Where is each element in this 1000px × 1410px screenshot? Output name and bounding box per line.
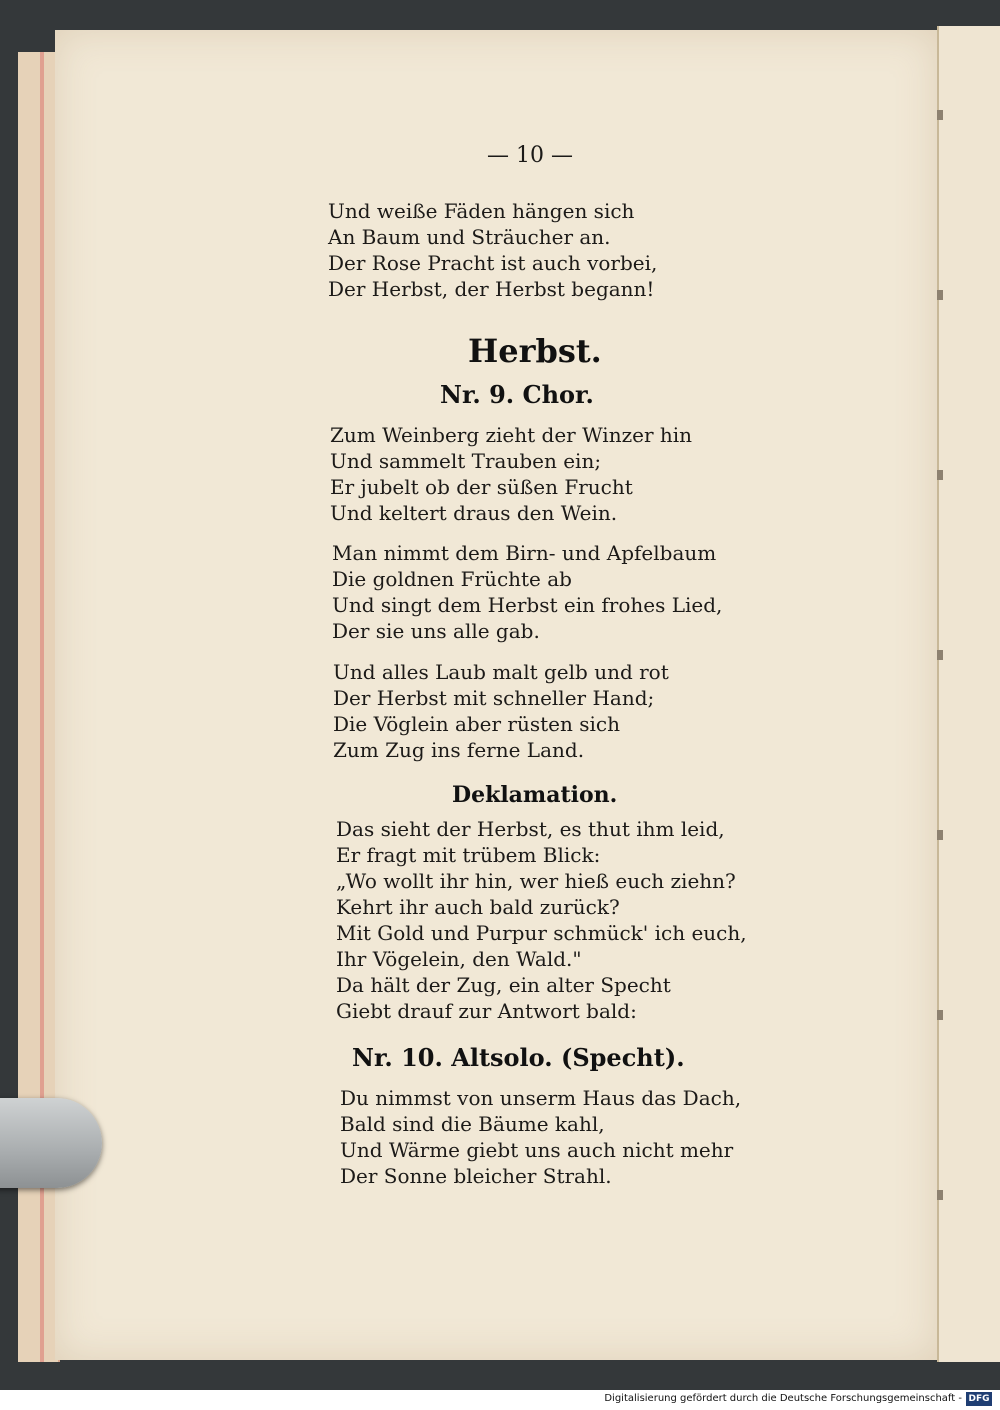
- chor-stanza-3: [333, 659, 669, 763]
- binding-stitch: [937, 1010, 943, 1020]
- chor-heading: Nr. 9. Chor.: [440, 380, 594, 409]
- verse-line: Du nimmst von unserm Haus das Dach,: [340, 1086, 742, 1110]
- verse-line: Die Vöglein aber rüsten sich: [333, 712, 620, 736]
- binding-stitch: [937, 1190, 943, 1200]
- verse-line: Und sammelt Trauben ein;: [330, 449, 602, 473]
- chor-stanza-2: [332, 540, 722, 644]
- verse-line: Und weiße Fäden hängen sich: [328, 199, 635, 223]
- binding-stitch: [937, 290, 943, 300]
- verse-line: Und keltert draus den Wein.: [330, 501, 618, 525]
- verse-line: Die goldnen Früchte ab: [332, 567, 572, 591]
- verse-line: Der Rose Pracht ist auch vorbei,: [328, 251, 658, 275]
- verse-line: Ihr Vögelein, den Wald.": [336, 947, 582, 971]
- stanza-intro: [328, 198, 657, 302]
- binding-stitch: [937, 650, 943, 660]
- verse-line: Und alles Laub malt gelb und rot: [333, 660, 669, 684]
- altsolo-stanza: [340, 1085, 741, 1189]
- footer-credit: Digitalisierung gefördert durch die Deutsche Forschungsgemeinschaft -: [604, 1393, 962, 1404]
- verse-line: „Wo wollt ihr hin, wer hieß euch ziehn?: [336, 869, 736, 893]
- chor-stanza-1: [330, 422, 692, 526]
- verse-line: Und Wärme giebt uns auch nicht mehr: [340, 1138, 734, 1162]
- verse-line: Man nimmt dem Birn- und Apfelbaum: [332, 541, 717, 565]
- facing-page-edge: [937, 26, 1000, 1362]
- verse-line: Der Herbst, der Herbst begann!: [328, 277, 655, 301]
- verse-line: Der Herbst mit schneller Hand;: [333, 686, 655, 710]
- altsolo-heading: Nr. 10. Altsolo. (Specht).: [352, 1043, 685, 1072]
- binding-stitch: [937, 110, 943, 120]
- verse-line: Das sieht der Herbst, es thut ihm leid,: [336, 817, 725, 841]
- verse-line: Zum Weinberg zieht der Winzer hin: [330, 423, 693, 447]
- binding-stitch: [937, 470, 943, 480]
- binding-stitch: [937, 830, 943, 840]
- verse-line: Mit Gold und Purpur schmück' ich euch,: [336, 921, 747, 945]
- verse-line: Zum Zug ins ferne Land.: [333, 738, 585, 762]
- verse-line: Der sie uns alle gab.: [332, 619, 540, 643]
- verse-line: Der Sonne bleicher Strahl.: [340, 1164, 612, 1188]
- deklamation-stanza: [336, 816, 747, 1024]
- deklamation-heading: Deklamation.: [452, 782, 618, 808]
- verse-line: Da hält der Zug, ein alter Specht: [336, 973, 671, 997]
- page-number: — 10 —: [487, 143, 573, 168]
- verse-line: Kehrt ihr auch bald zurück?: [336, 895, 620, 919]
- verse-line: Giebt drauf zur Antwort bald:: [336, 999, 637, 1023]
- verse-line: An Baum und Sträucher an.: [328, 225, 611, 249]
- verse-line: Er fragt mit trübem Blick:: [336, 843, 601, 867]
- verse-line: Er jubelt ob der süßen Frucht: [330, 475, 633, 499]
- dfg-logo: DFG: [966, 1392, 992, 1406]
- section-title: Herbst.: [468, 332, 602, 370]
- page-clip: [0, 1098, 102, 1188]
- verse-line: Und singt dem Herbst ein frohes Lied,: [332, 593, 723, 617]
- verse-line: Bald sind die Bäume kahl,: [340, 1112, 605, 1136]
